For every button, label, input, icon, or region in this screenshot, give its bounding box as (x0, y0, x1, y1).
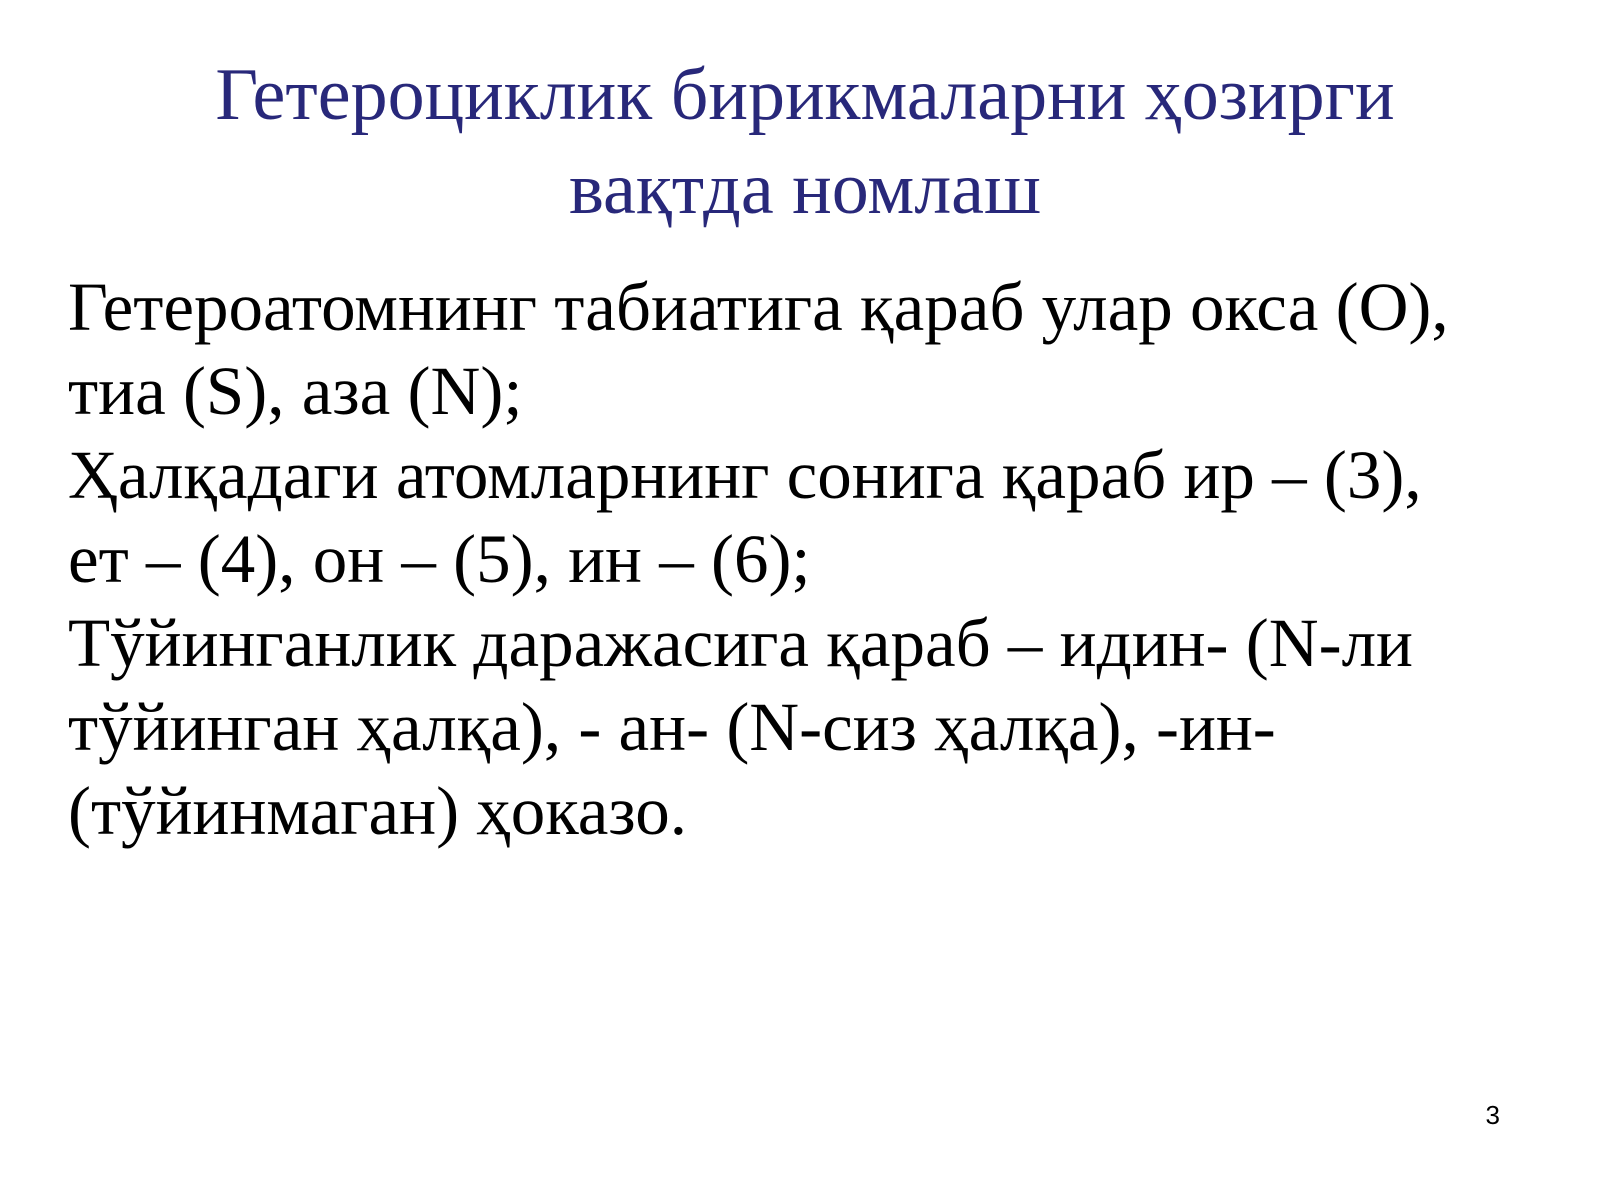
body-line: Тўйинганлик даражасига қараб – идин- (N-ли (68, 605, 1413, 681)
slide-title (60, 48, 1550, 236)
body-line: (тўйинмаган) ҳоказо. (68, 773, 688, 849)
page-number: 3 (1485, 1100, 1500, 1130)
slide-title-line: вақтда номлаш (569, 148, 1041, 230)
body-line: Гетероатомнинг табиатига қараб улар окса (О), (68, 269, 1449, 345)
body-line: тиа (S), аза (N); (68, 353, 523, 429)
slide-body (68, 265, 1538, 853)
body-line: тўйинган ҳалқа), - ан- (N-сиз ҳалқа), -ин- (68, 689, 1276, 765)
body-line: Ҳалқадаги атомларнинг сонига қараб ир – (3), (68, 437, 1422, 513)
slide-title-line: Гетероциклик бирикмаларни ҳозирги (215, 54, 1395, 136)
body-line: ет – (4), он – (5), ин – (6); (68, 521, 811, 597)
